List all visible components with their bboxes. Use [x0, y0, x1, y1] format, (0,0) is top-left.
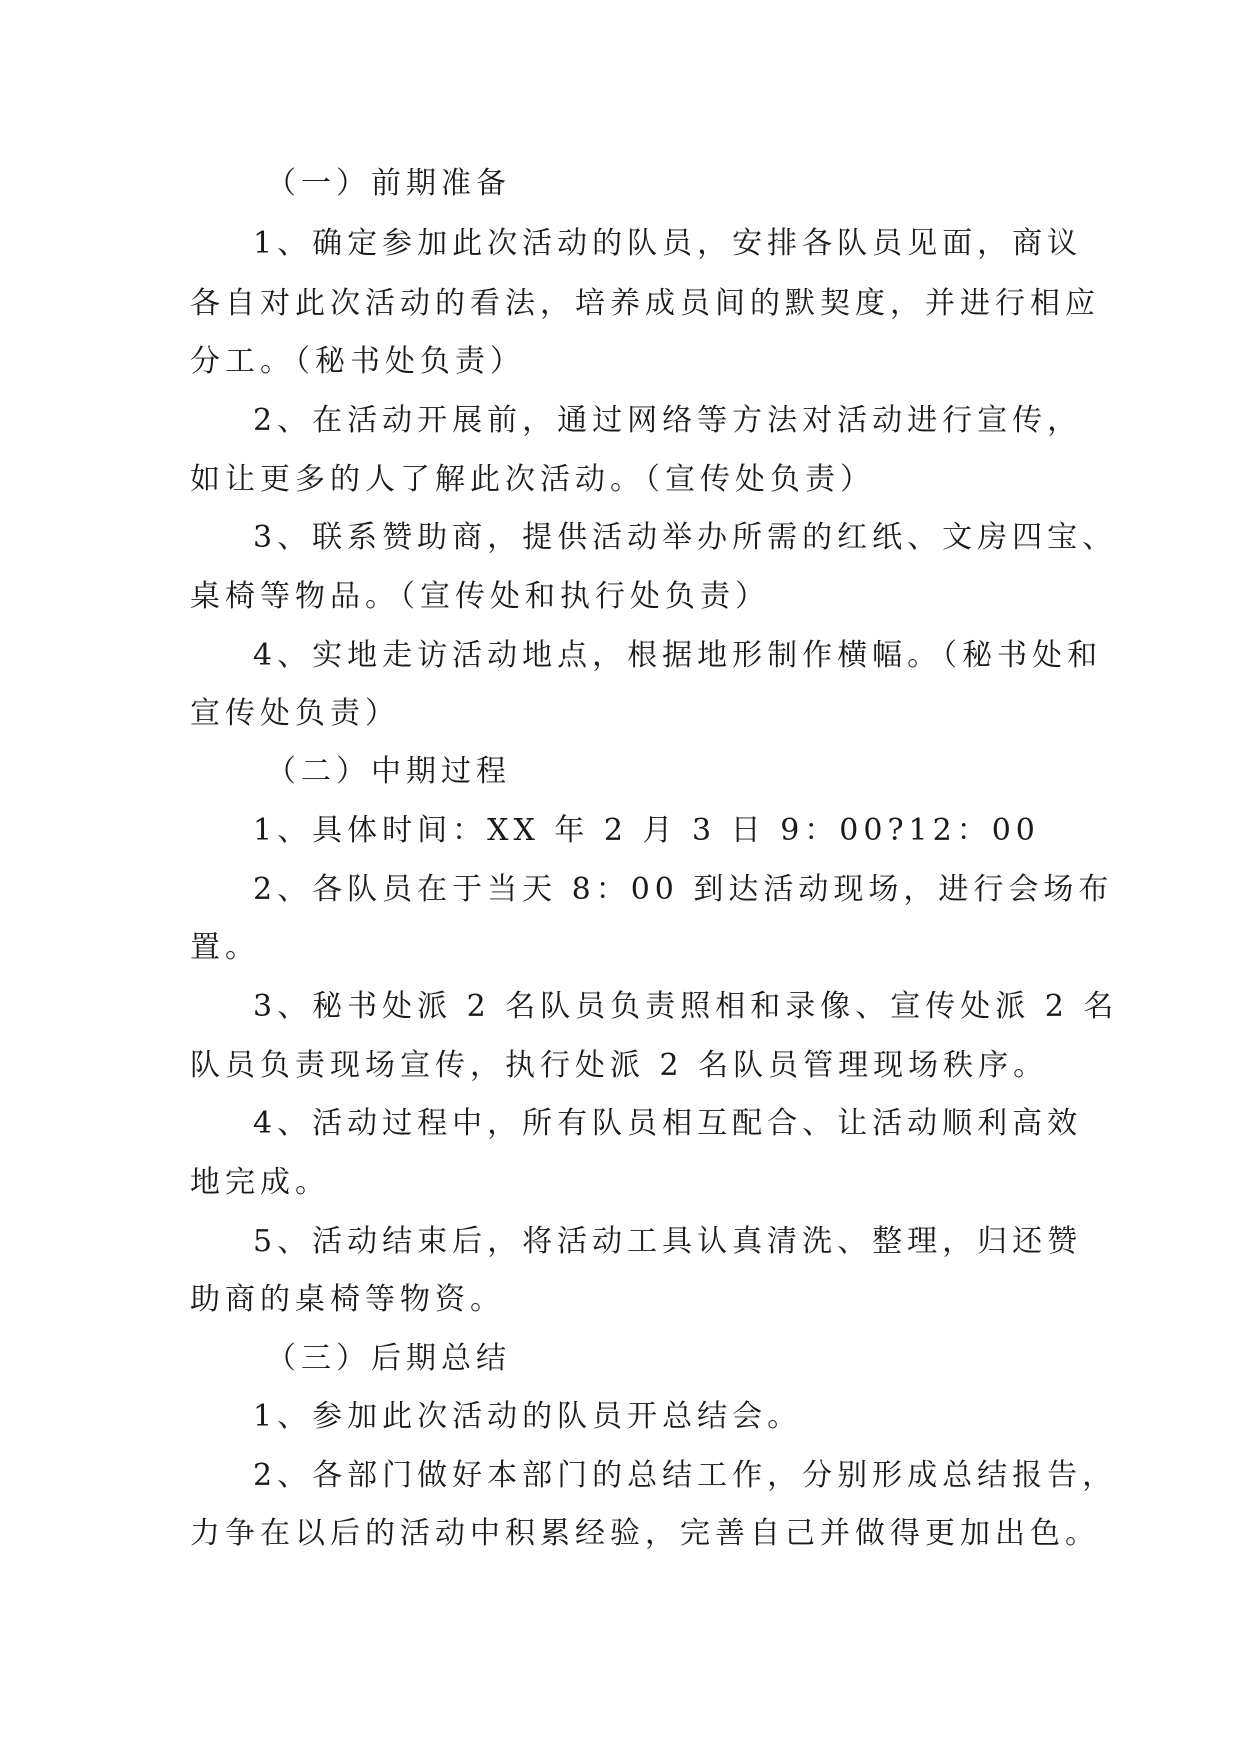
paragraph-line: 3、联系赞助商，提供活动举办所需的红纸、文房四宝、: [253, 520, 1118, 555]
paragraph-line: 宣传处负责）: [190, 696, 400, 731]
paragraph-line: 2、在活动开展前，通过网络等方法对活动进行宣传，: [253, 403, 1083, 438]
paragraph-line: 1、参加此次活动的队员开总结会。: [253, 1399, 803, 1434]
section-heading-3: （三）后期总结: [266, 1341, 511, 1376]
paragraph-line: 2、各部门做好本部门的总结工作，分别形成总结报告，: [253, 1458, 1118, 1493]
paragraph-line: 2、各队员在于当天 8：00 到达活动现场，进行会场布: [253, 872, 1114, 907]
paragraph-line: 地完成。: [190, 1165, 330, 1200]
paragraph-line: 1、具体时间：XX 年 2 月 3 日 9：00?12：00: [253, 813, 1040, 848]
paragraph-line: 5、活动结束后，将活动工具认真清洗、整理，归还赞: [253, 1224, 1083, 1259]
paragraph-line: 3、秘书处派 2 名队员负责照相和录像、宣传处派 2 名: [253, 989, 1119, 1024]
section-heading-1: （一）前期准备: [266, 166, 511, 201]
paragraph-line: 桌椅等物品。（宣传处和执行处负责）: [190, 579, 770, 614]
paragraph-line: 1、确定参加此次活动的队员，安排各队员见面，商议: [253, 226, 1083, 261]
paragraph-line: 4、活动过程中，所有队员相互配合、让活动顺利高效: [253, 1106, 1083, 1141]
paragraph-line: 队员负责现场宣传，执行处派 2 名队员管理现场秩序。: [190, 1048, 1049, 1083]
paragraph-line: 如让更多的人了解此次活动。（宣传处负责）: [190, 462, 875, 497]
paragraph-line: 4、实地走访活动地点，根据地形制作横幅。（秘书处和: [253, 638, 1103, 673]
paragraph-line: 助商的桌椅等物资。: [190, 1282, 505, 1317]
paragraph-line: 置。: [190, 930, 260, 965]
paragraph-line: 各自对此次活动的看法，培养成员间的默契度，并进行相应: [190, 286, 1100, 321]
section-heading-2: （二）中期过程: [266, 754, 511, 789]
paragraph-line: 力争在以后的活动中积累经验，完善自己并做得更加出色。: [190, 1516, 1100, 1551]
paragraph-line: 分工。（秘书处负责）: [190, 344, 525, 379]
